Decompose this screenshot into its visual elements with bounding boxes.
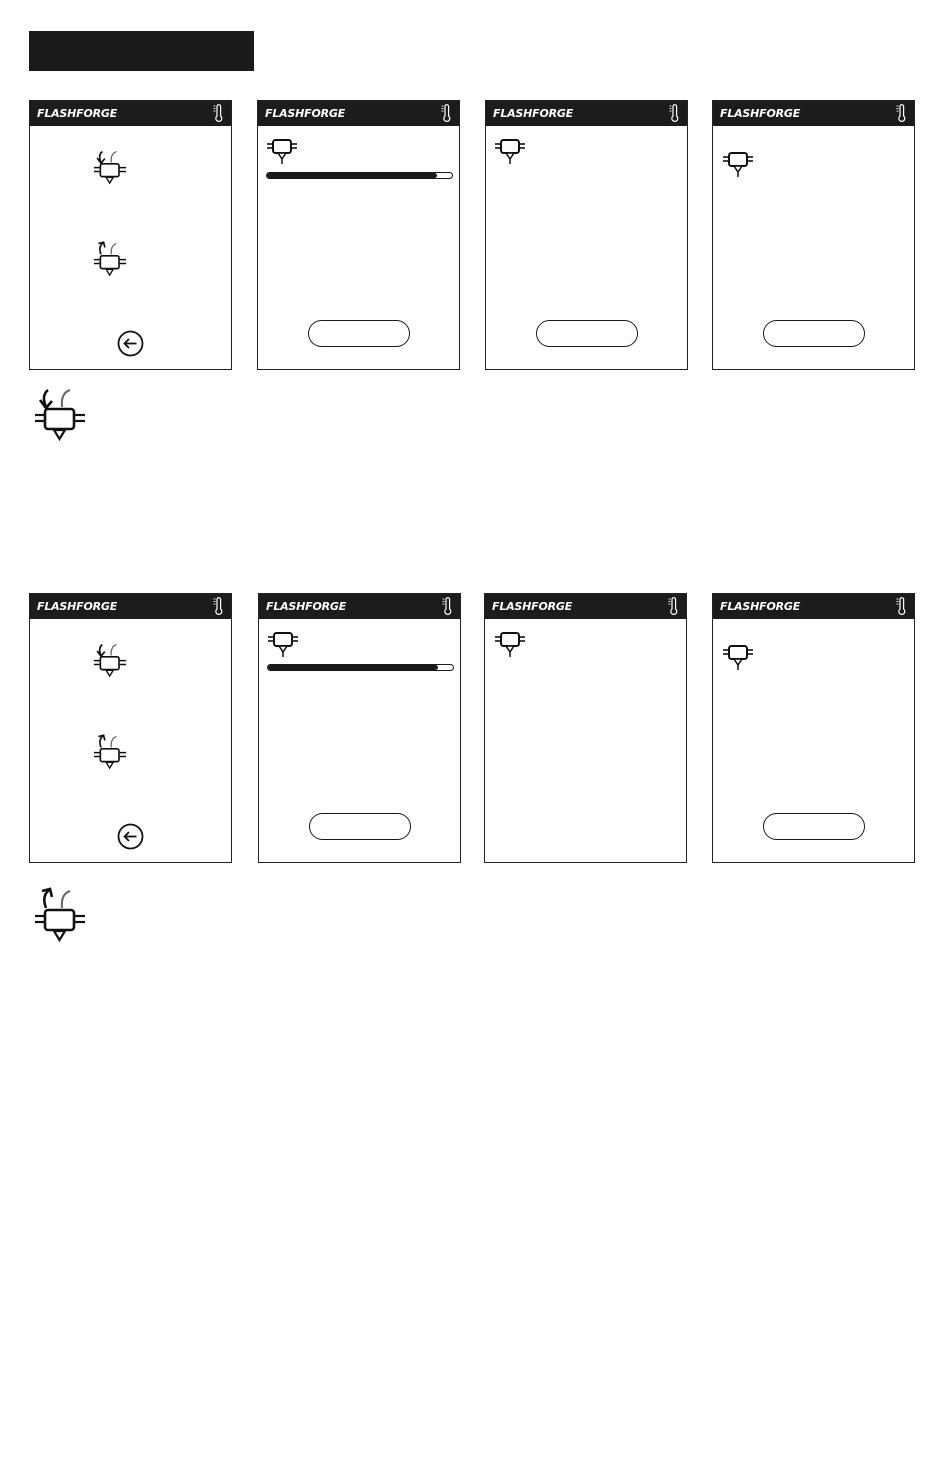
thermometer-icon[interactable]: [213, 597, 223, 616]
screen-unload-progress: [258, 593, 461, 863]
extruder-icon: [494, 631, 526, 659]
back-arrow-icon[interactable]: [117, 823, 144, 850]
thermometer-icon[interactable]: [669, 104, 679, 123]
screen-header-bar: [258, 101, 459, 126]
brand-logo: FLASHFORGE: [37, 107, 118, 120]
screen-load-step-3: [485, 100, 688, 370]
progress-bar: [266, 172, 453, 179]
extruder-icon: [266, 138, 298, 166]
progress-fill: [268, 665, 438, 670]
unload-filament-icon[interactable]: [92, 240, 128, 278]
brand-logo: FLASHFORGE: [492, 600, 573, 613]
unload-filament-icon[interactable]: [92, 733, 128, 771]
screen-action-button[interactable]: [763, 320, 865, 347]
screen-load-step-4: [712, 100, 915, 370]
screen-header-bar: [30, 101, 231, 126]
screen-header-bar: [713, 594, 914, 619]
extruder-icon: [722, 644, 754, 672]
screen-action-button[interactable]: [763, 813, 865, 840]
screen-header-bar: [485, 594, 686, 619]
screen-header-bar: [486, 101, 687, 126]
thermometer-icon[interactable]: [896, 104, 906, 123]
progress-bar: [267, 664, 454, 671]
brand-logo: FLASHFORGE: [720, 107, 801, 120]
load-filament-icon: [32, 385, 88, 443]
load-filament-icon[interactable]: [92, 641, 128, 679]
thermometer-icon[interactable]: [668, 597, 678, 616]
load-filament-icon[interactable]: [92, 148, 128, 186]
brand-logo: FLASHFORGE: [266, 600, 347, 613]
thermometer-icon[interactable]: [896, 597, 906, 616]
back-arrow-icon[interactable]: [117, 330, 144, 357]
screen-load-menu: [29, 100, 232, 370]
screen-action-button[interactable]: [309, 813, 411, 840]
section-header-block: [29, 31, 254, 71]
extruder-icon: [494, 138, 526, 166]
screen-load-progress: [257, 100, 460, 370]
extruder-icon: [267, 631, 299, 659]
screen-header-bar: [259, 594, 460, 619]
progress-fill: [267, 173, 437, 178]
thermometer-icon[interactable]: [442, 597, 452, 616]
screen-unload-step-3: [484, 593, 687, 863]
screen-header-bar: [30, 594, 231, 619]
brand-logo: FLASHFORGE: [265, 107, 346, 120]
screen-header-bar: [713, 101, 914, 126]
screen-action-button[interactable]: [308, 320, 410, 347]
screen-unload-menu: [29, 593, 232, 863]
brand-logo: FLASHFORGE: [493, 107, 574, 120]
unload-filament-icon: [32, 886, 88, 944]
screen-action-button[interactable]: [536, 320, 638, 347]
brand-logo: FLASHFORGE: [37, 600, 118, 613]
screen-unload-step-4: [712, 593, 915, 863]
thermometer-icon[interactable]: [441, 104, 451, 123]
thermometer-icon[interactable]: [213, 104, 223, 123]
brand-logo: FLASHFORGE: [720, 600, 801, 613]
extruder-icon: [722, 151, 754, 179]
